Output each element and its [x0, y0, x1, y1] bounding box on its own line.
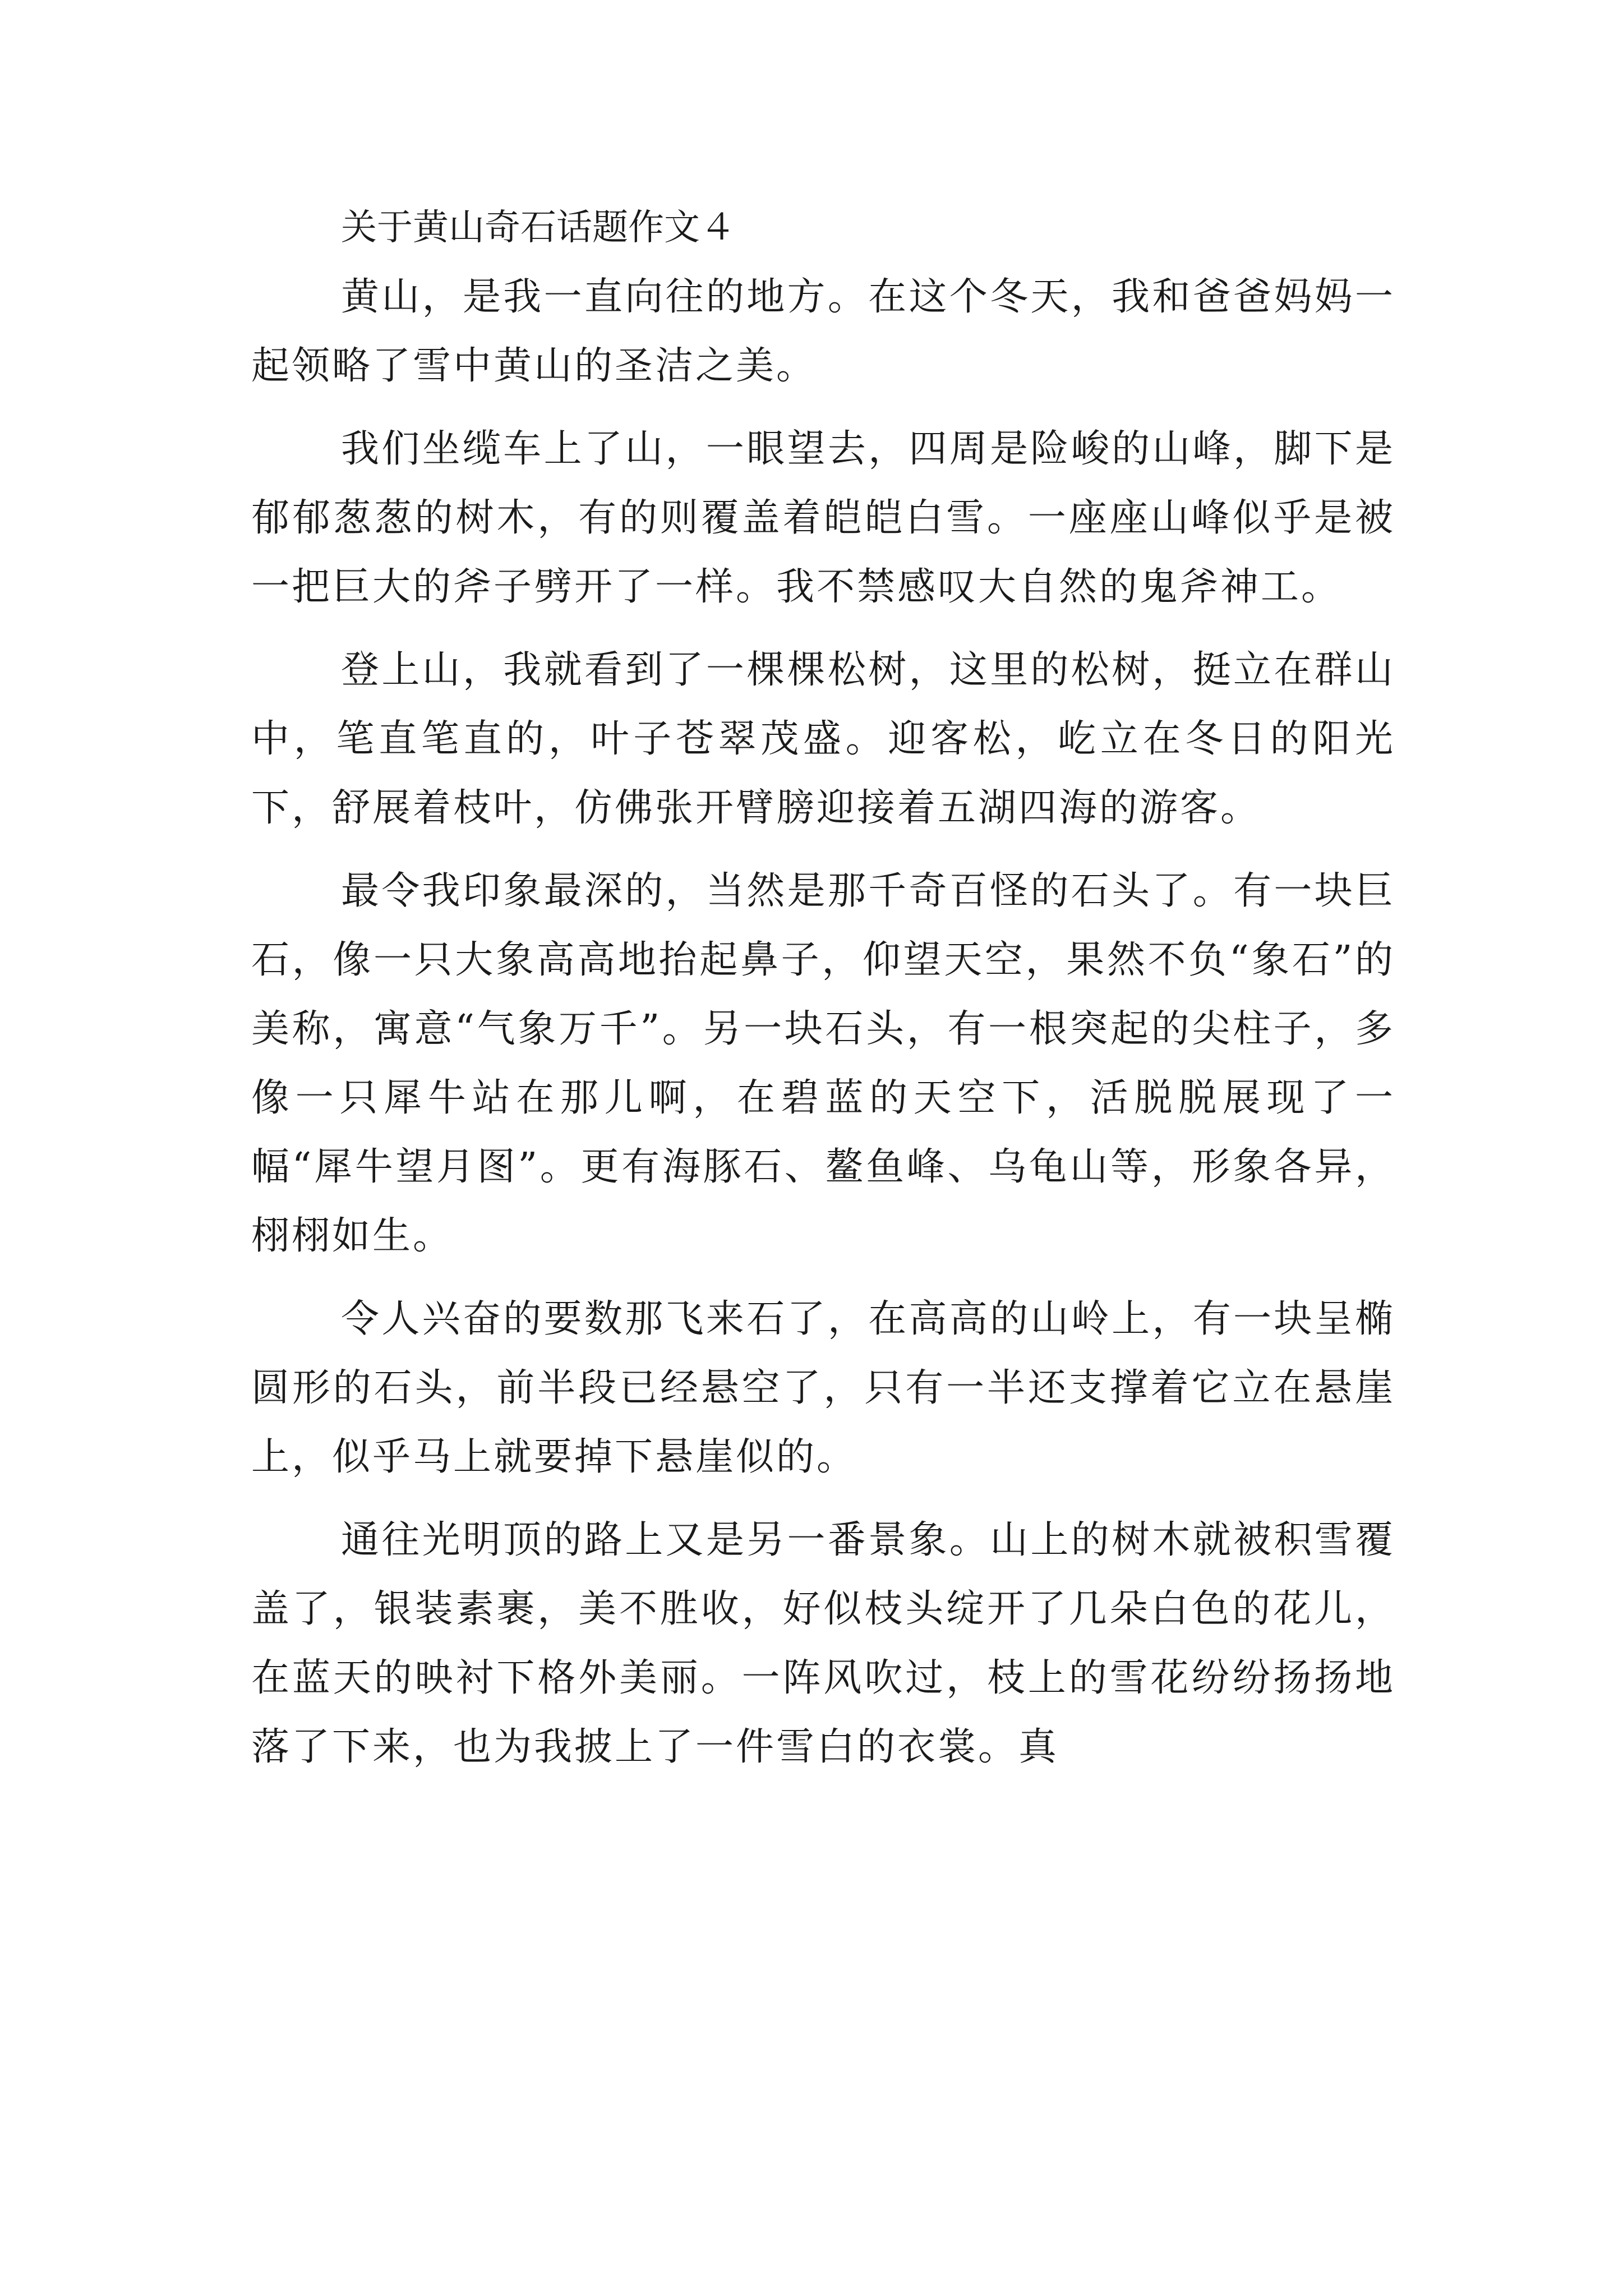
- essay-title: 关于黄山奇石话题作文４: [341, 207, 736, 249]
- paragraph-1: 黄山，是我一直向往的地方。在这个冬天，我和爸爸妈妈一起领略了雪中黄山的圣洁之美。: [251, 275, 1395, 388]
- paragraph-2: 我们坐缆车上了山，一眼望去，四周是险峻的山峰，脚下是郁郁葱葱的树木，有的则覆盖着皑皑白雪。一座座山峰似乎是被一把巨大的斧子劈开了一样。我不禁感叹大自然的鬼斧神工。: [251, 427, 1395, 609]
- document-body: [251, 194, 1395, 1796]
- paragraph-3: 登上山，我就看到了一棵棵松树，这里的松树，挺立在群山中，笔直笔直的，叶子苍翠茂盛。迎客松，屹立在冬日的阳光下，舒展着枝叶，仿佛张开臂膀迎接着五湖四海的游客。: [251, 648, 1395, 830]
- paragraph-5: 令人兴奋的要数那飞来石了，在高高的山岭上，有一块呈椭圆形的石头，前半段已经悬空了，只有一半还支撑着它立在悬崖上，似乎马上就要掉下悬崖似的。: [251, 1297, 1395, 1479]
- paragraph-6: 通往光明顶的路上又是另一番景象。山上的树木就被积雪覆盖了，银装素裹，美不胜收，好似枝头绽开了几朵白色的花儿，在蓝天的映衬下格外美丽。一阵风吹过，枝上的雪花纷纷扬扬地落了下来，也为我披上了一件雪白的衣裳。真: [251, 1518, 1395, 1769]
- paragraph-4: 最令我印象最深的，当然是那千奇百怪的石头了。有一块巨石，像一只大象高高地抬起鼻子，仰望天空，果然不负“象石”的美称，寓意“气象万千”。另一块石头，有一根突起的尖柱子，多像一只犀牛站在那儿啊，在碧蓝的天空下，活脱脱展现了一幅“犀牛望月图”。更有海豚石、鳌鱼峰、乌龟山等，形象各异，栩栩如生。: [251, 869, 1395, 1258]
